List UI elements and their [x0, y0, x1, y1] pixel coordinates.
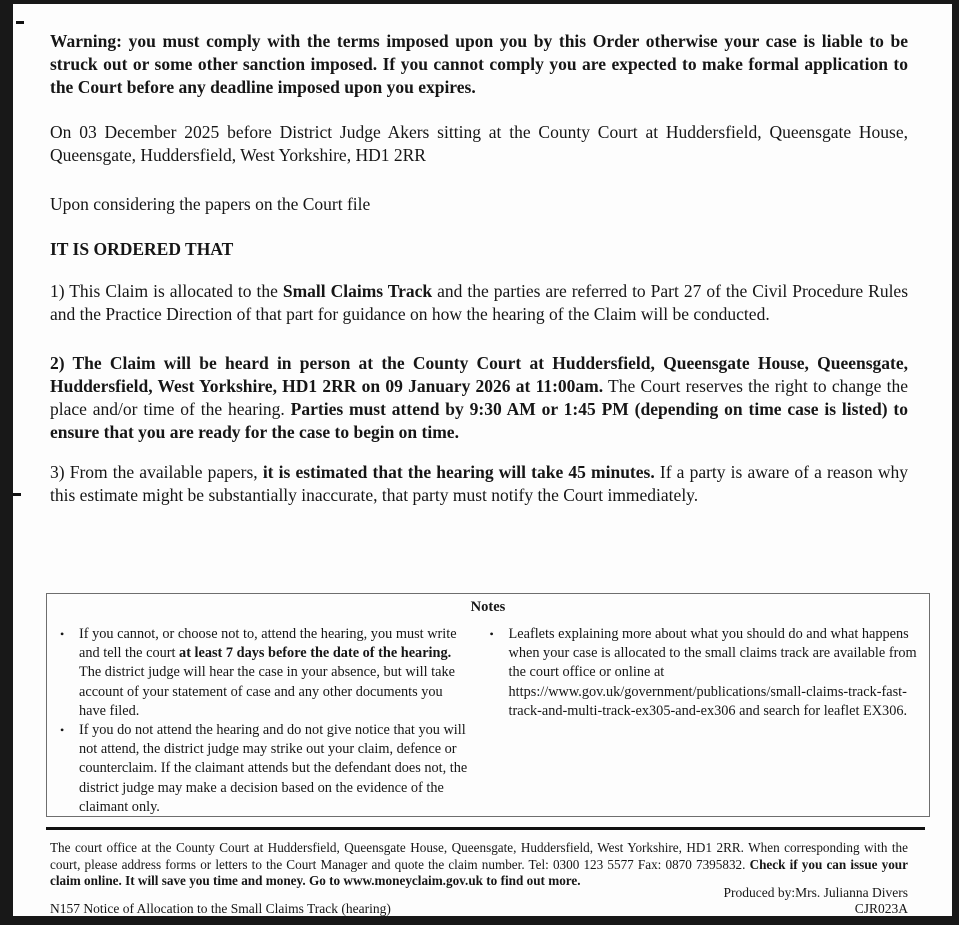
document-page: [13, 4, 952, 916]
notes-right-column: [490, 625, 917, 817]
court-office-paragraph: The court office at the County Court at Huddersfield, Queensgate House, Queensgate, Huddersfield, West Yorkshire, HD1 2RR. When corresponding with the court, please address forms or letters to the Court Manager and quote the claim number. Tel: 0300 123 5577 Fax: 0870 7395832. Check if you can issue your claim online. It will save you time and money. Go to www.moneyclaim.gov.uk to find out more.: [50, 840, 908, 888]
margin-tick-middle: [13, 493, 21, 496]
list-item: [60, 721, 472, 817]
order-paragraph-3: 3) From the available papers, it is estimated that the hearing will take 45 minutes. If a party is aware of a reason why this estimate might be substantially inaccurate, that party must notify the Court immediately.: [50, 462, 908, 505]
list-item: [60, 625, 472, 721]
note-nonattendance-text: If you do not attend the hearing and do not give notice that you will not attend, the district judge may strike out your claim, defence or counterclaim. If the claimant attends but the defendant does not, the district judge may make a decision based on the evidence of the claimant only.: [79, 722, 468, 815]
note-leaflets-text: Leaflets explaining more about what you should do and what happens when your case is allocated to the small claims track are available from the court office or online at https://www.gov.uk/government/publications/small-claims-track-fast-track-and-multi-track-ex305-and-ex306 and search for leaflet EX306.: [508, 626, 917, 719]
bullet-icon: •: [489, 627, 494, 641]
list-item: [490, 625, 917, 721]
ordered-heading: IT IS ORDERED THAT: [50, 239, 234, 259]
bullet-icon: •: [60, 723, 65, 738]
margin-tick-top: [16, 21, 24, 24]
notes-title: Notes: [470, 599, 506, 615]
upon-considering-line: Upon considering the papers on the Court file: [50, 194, 371, 214]
warning-paragraph: Warning: you must comply with the terms imposed upon you by this Order otherwise your case is liable to be struck out or some other sanction imposed. If you cannot comply you are expected to make formal application to the Court before any deadline imposed upon you expires.: [50, 31, 908, 97]
footer-divider: [46, 827, 925, 830]
notes-columns: [47, 625, 929, 817]
notes-box: [46, 593, 930, 817]
form-name: N157 Notice of Allocation to the Small Claims Track (hearing): [50, 901, 391, 916]
notes-left-column: [60, 625, 472, 817]
order-paragraph-2: 2) The Claim will be heard in person at the County Court at Huddersfield, Queensgate House, Queensgate, Huddersfield, West Yorkshire, HD1 2RR on 09 January 2026 at 11:00am. The Court reserves the right to change the place and/or time of the hearing. Parties must attend by 9:30 AM or 1:45 PM (depending on time case is listed) to ensure that you are ready for the case to begin on time.: [50, 353, 908, 442]
hearing-intro-paragraph: On 03 December 2025 before District Judge Akers sitting at the County Court at Huddersfield, Queensgate House, Queensgate, Huddersfield, West Yorkshire, HD1 2RR: [50, 122, 908, 165]
produced-by-line: Produced by:Mrs. Julianna Divers: [723, 885, 908, 900]
note-attendance-text: If you cannot, or choose not to, attend the hearing, you must write and tell the court at least 7 days before the date of the hearing. The district judge will hear the case in your absence, but will take account of your statement of case and any other documents you have filed.: [79, 626, 457, 719]
bullet-icon: •: [60, 627, 65, 641]
form-identifier-row: [50, 901, 908, 916]
form-code: CJR023A: [854, 901, 908, 916]
order-paragraph-1: 1) This Claim is allocated to the Small Claims Track and the parties are referred to Part 27 of the Civil Procedure Rules and the Practice Direction of that part for guidance on how the hearing of the Claim will be conducted.: [50, 281, 909, 324]
